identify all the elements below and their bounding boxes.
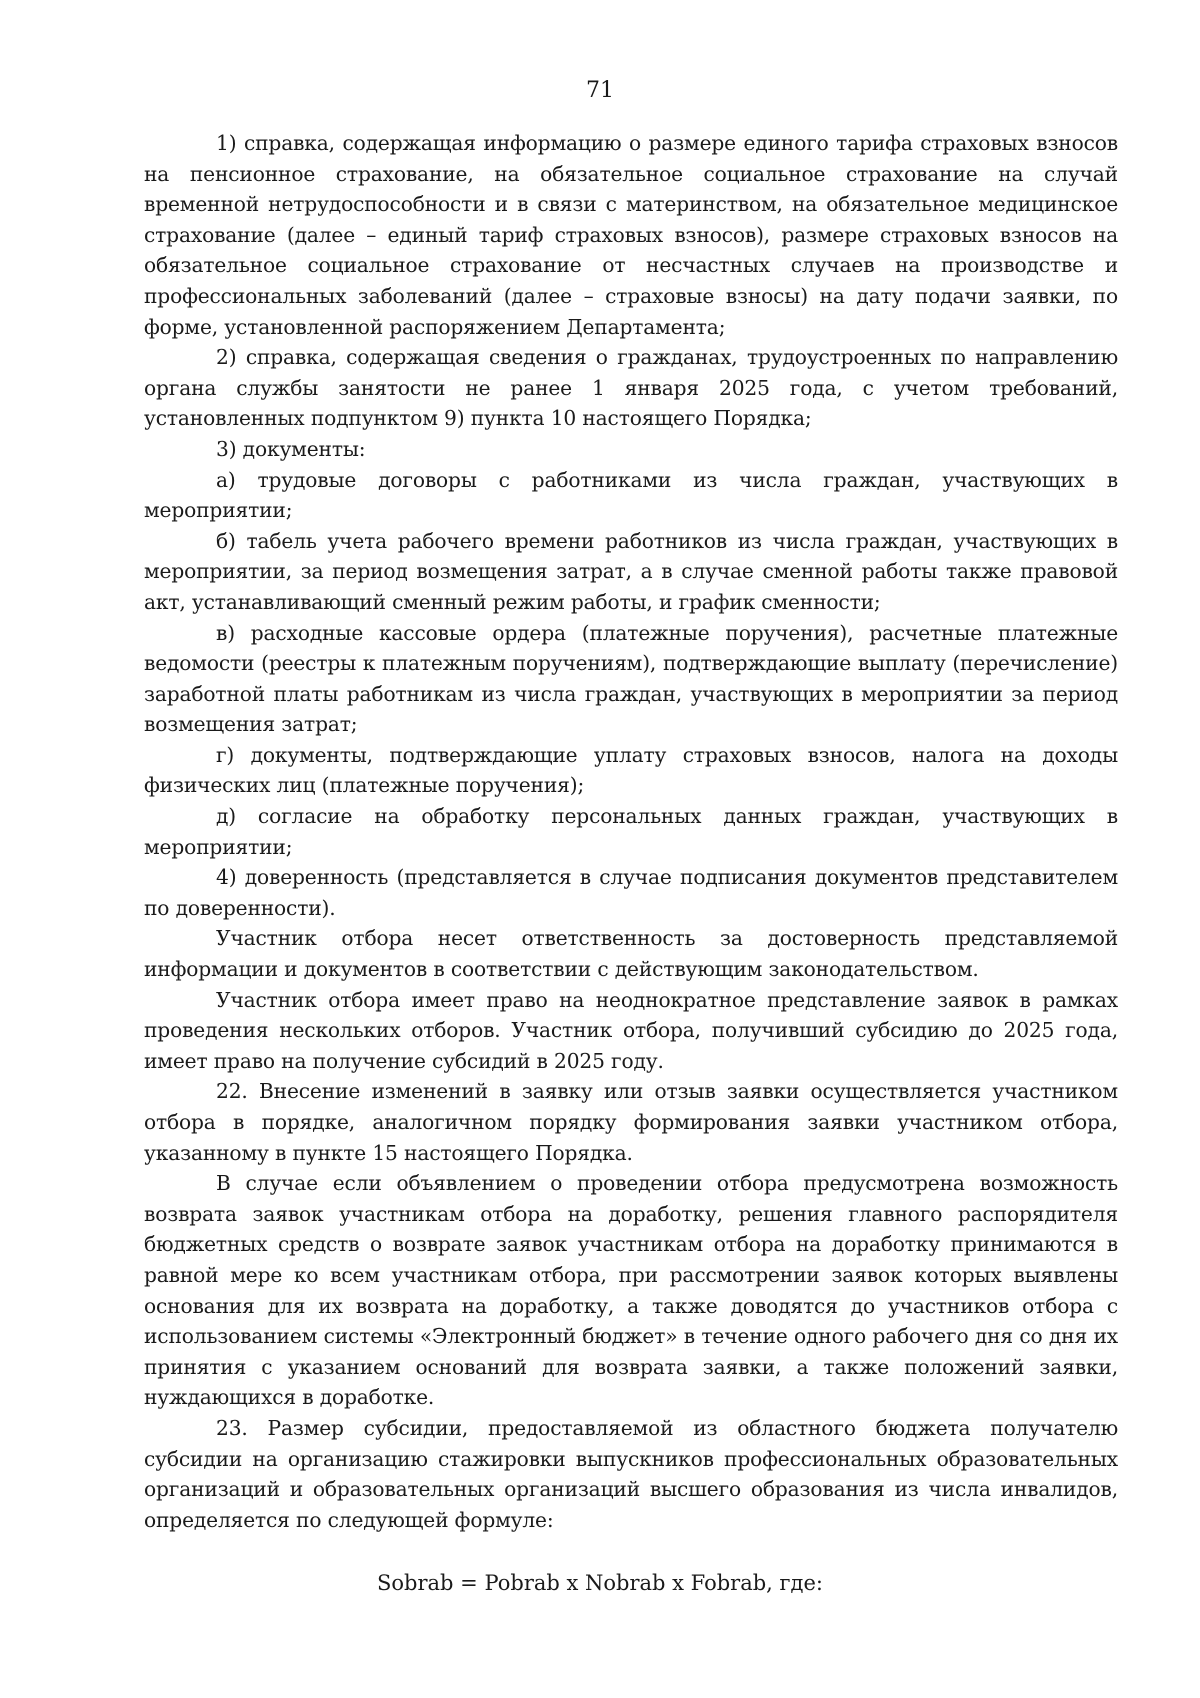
paragraph-item-4-power-of-attorney: 4) доверенность (представляется в случае подписания документов представителем по доверенности). — [144, 865, 1118, 920]
paragraph-item-2-certificate-citizens: 2) справка, содержащая сведения о гражданах, трудоустроенных по направлению органа службы занятости не ранее 1 января 2025 года, с учетом требований, установленных подпунктом 9) пункта 10 настоящего Порядка; — [144, 345, 1118, 431]
paragraph-item-3-documents: 3) документы: — [216, 436, 366, 461]
paragraph-repeated-applications: Участник отбора имеет право на неоднократное представление заявок в рамках проведения нескольких отборов. Участник отбора, получивший субсидию до 2025 года, имеет право на получение субсидий в 2025 году. — [144, 987, 1118, 1073]
paragraph-subitem-v-cash-orders: в) расходные кассовые ордера (платежные поручения), расчетные платежные ведомости (реестры к платежным поручениям), подтверждающие выплату (перечисление) заработной платы работникам из числа граждан, участвующих в мероприятии за период возмещения затрат; — [144, 620, 1118, 737]
paragraph-clause-22: 22. Внесение изменений в заявку или отзыв заявки осуществляется участником отбора в порядке, аналогичном порядку формирования заявки участником отбора, указанному в пункте 15 настоящего Порядка. — [144, 1079, 1118, 1165]
document-body — [144, 128, 1118, 1535]
paragraph-item-1-certificate-tariff: 1) справка, содержащая информацию о размере единого тарифа страховых взносов на пенсионное страхование, на обязательное социальное страхование на случай временной нетрудоспособности и в связи с материнством, на обязательное медицинское страхование (далее – единый тариф страховых взносов), размере страховых взносов на обязательное социальное страхование от несчастных случаев на производстве и профессиональных заболеваний (далее – страховые взносы) на дату подачи заявки, по форме, установленной распоряжением Департамента; — [144, 131, 1118, 339]
paragraph-subitem-d-consent: д) согласие на обработку персональных данных граждан, участвующих в мероприятии; — [144, 804, 1118, 859]
paragraph-return-for-revision: В случае если объявлением о проведении отбора предусмотрена возможность возврата заявок участникам отбора на доработку, решения главного распорядителя бюджетных средств о возврате заявок участникам отбора на доработку принимаются в равной мере ко всем участникам отбора, при рассмотрении заявок которых выявлены основания для их возврата на доработку, а также доводятся до участников отбора с использованием системы «Электронный бюджет» в течение одного рабочего дня со дня их принятия с указанием оснований для возврата заявки, а также положений заявки, нуждающихся в доработке. — [144, 1171, 1118, 1410]
paragraph-subitem-a-contracts: а) трудовые договоры с работниками из числа граждан, участвующих в мероприятии; — [144, 467, 1118, 523]
paragraph-subitem-b-timesheet: б) табель учета рабочего времени работников из числа граждан, участвующих в мероприятии, за период возмещения затрат, а в случае сменной работы также правовой акт, устанавливающий сменный режим работы, и график сменности; — [144, 528, 1118, 614]
paragraph-subitem-g-tax-documents: г) документы, подтверждающие уплату страховых взносов, налога на доходы физических лиц (платежные поручения); — [144, 742, 1118, 798]
paragraph-responsibility: Участник отбора несет ответственность за достоверность представляемой информации и документов в соответствии с действующим законодательством. — [144, 926, 1118, 982]
page-number: 71 — [586, 78, 614, 103]
subsidy-formula: Sobrab = Pobrab x Nobrab x Fobrab, где: — [377, 1571, 823, 1595]
paragraph-clause-23: 23. Размер субсидии, предоставляемой из областного бюджета получателю субсидии на организацию стажировки выпускников профессиональных образовательных организаций и образовательных организаций высшего образования из числа инвалидов, определяется по следующей формуле: — [144, 1415, 1118, 1532]
